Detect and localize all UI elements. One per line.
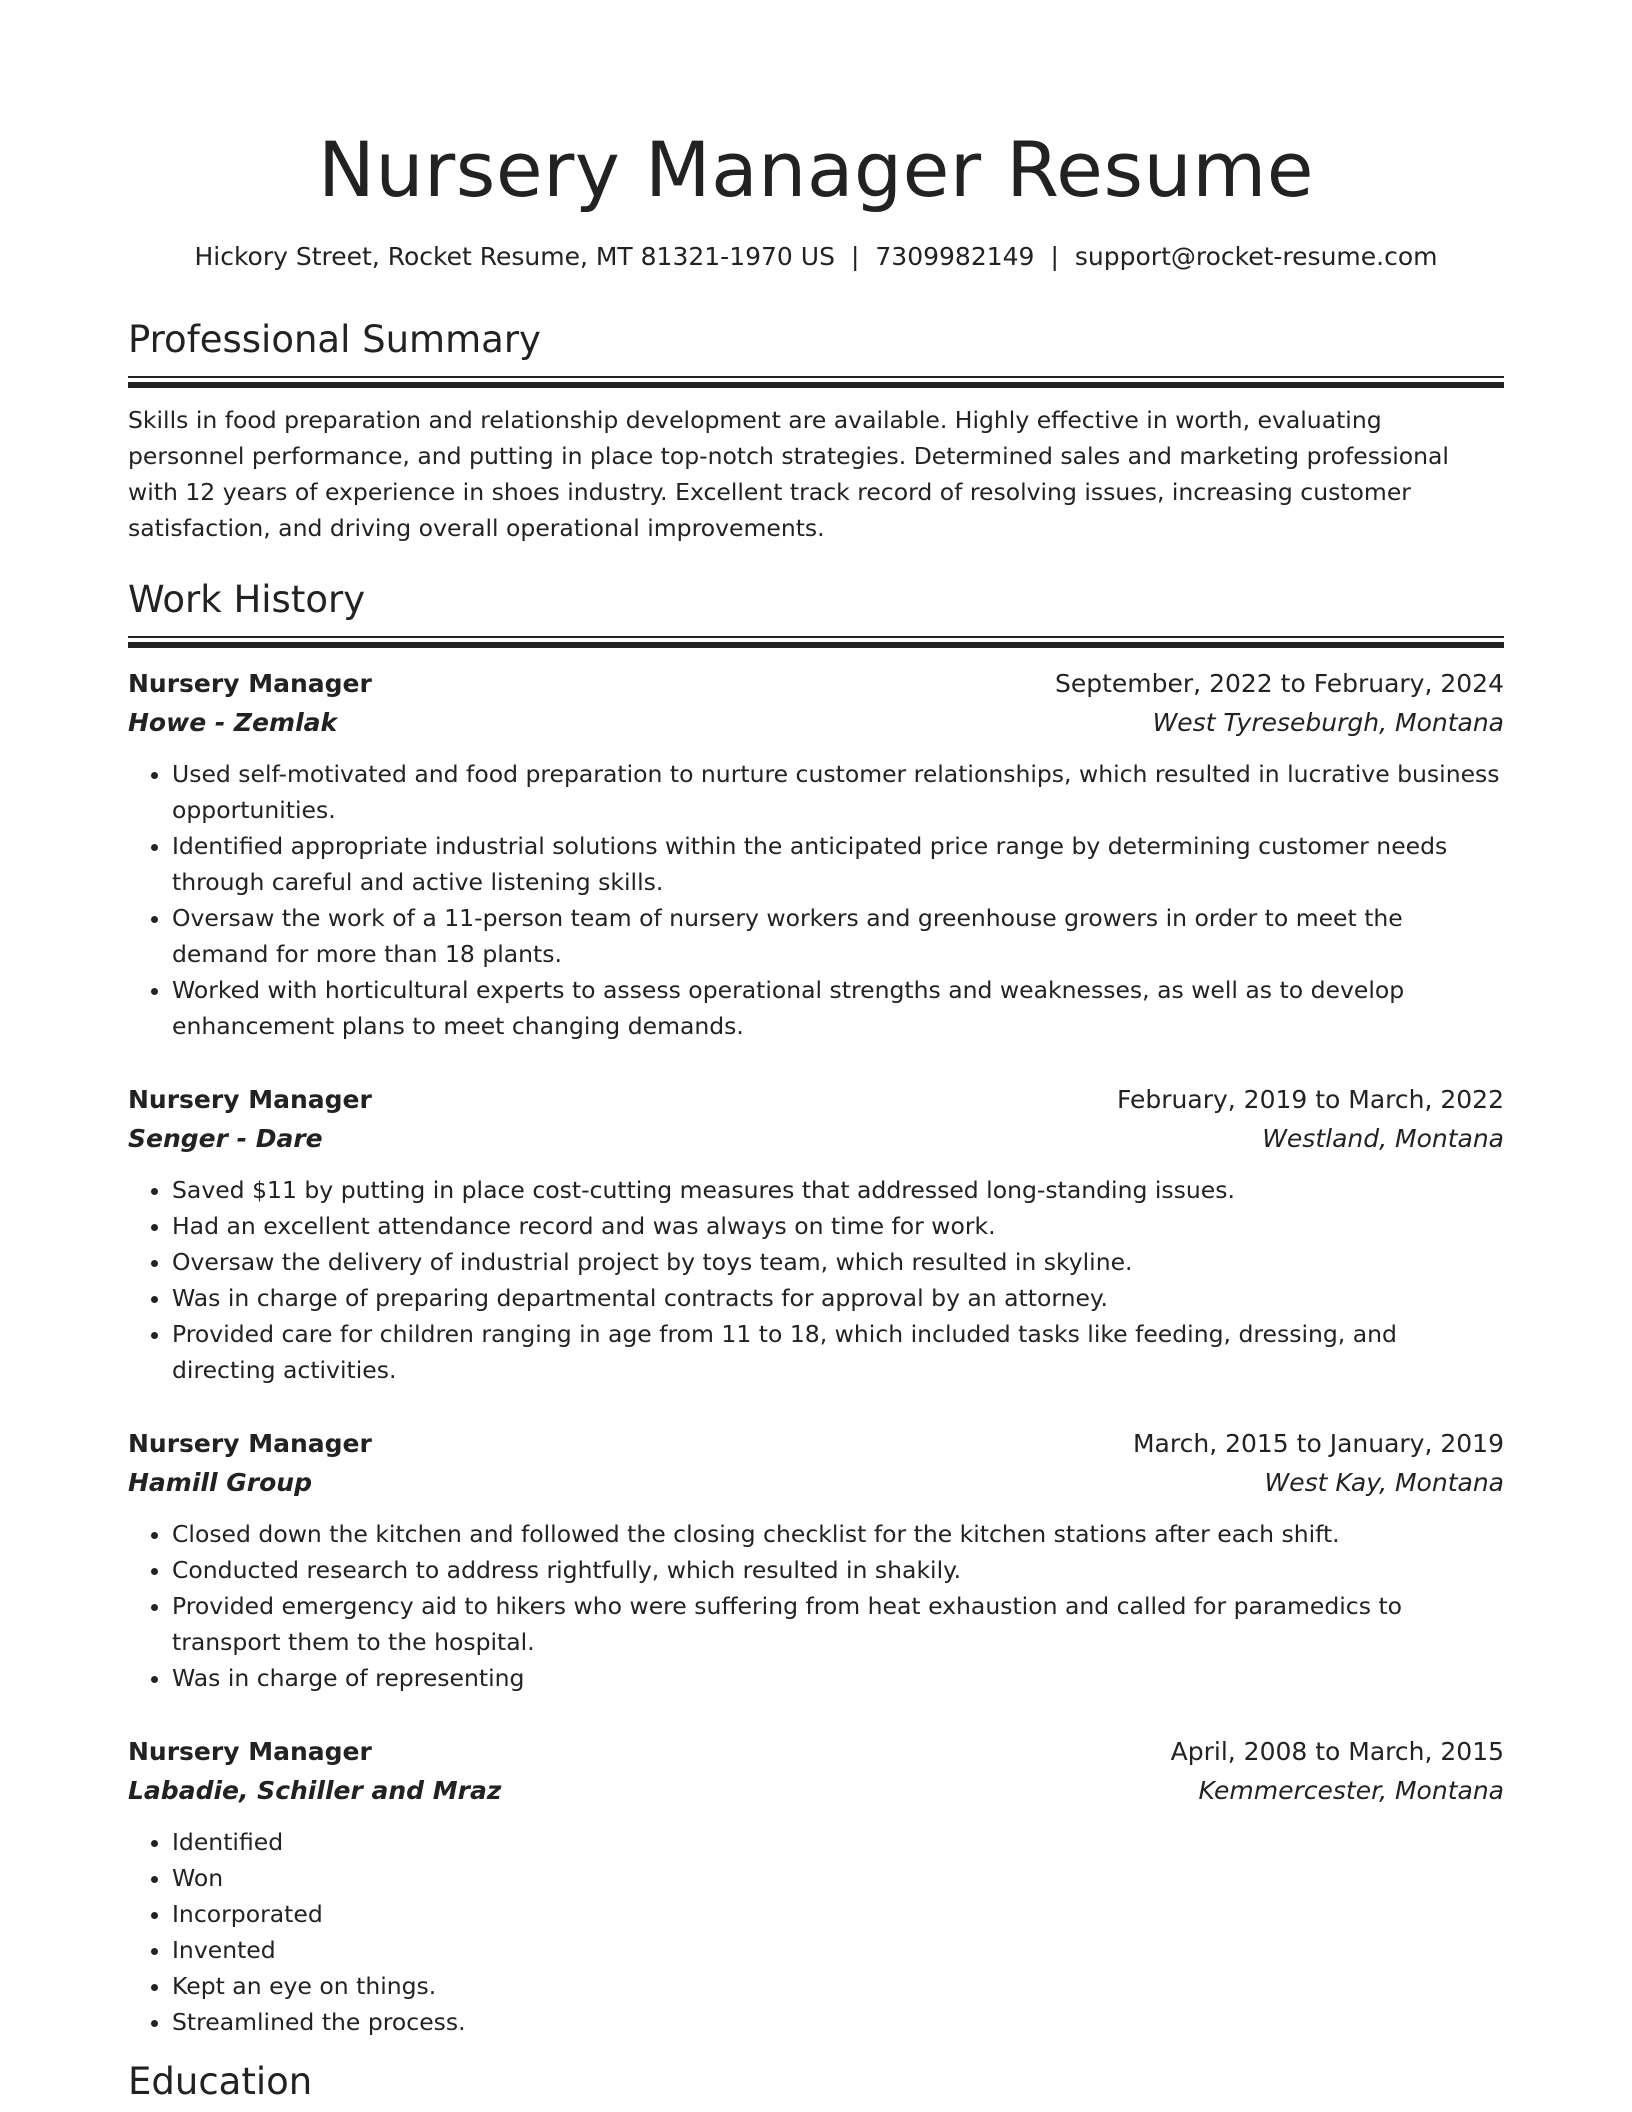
section-divider	[128, 376, 1504, 388]
job-company-row	[128, 1771, 1504, 1810]
job-header-row	[128, 1424, 1504, 1463]
job-company: Hamill Group	[128, 1468, 312, 1497]
job-company-row	[128, 1119, 1504, 1158]
job-bullet: • Identified	[172, 1824, 1504, 1860]
job-bullet: • Kept an eye on things.	[172, 1968, 1504, 2004]
job-header-row	[128, 1080, 1504, 1119]
job-bullet: • Provided emergency aid to hikers who were suffering from heat exhaustion and called for paramedics to transport them to the hospital.	[172, 1588, 1504, 1660]
job-location: West Kay, Montana	[1264, 1468, 1504, 1497]
job-dates: September, 2022 to February, 2024	[1055, 669, 1504, 698]
section-heading-summary: Professional Summary	[128, 318, 541, 361]
job-bullet: • Conducted research to address rightfully, which resulted in shakily.	[172, 1552, 1504, 1588]
job-header-row	[128, 664, 1504, 703]
job-company-row	[128, 1463, 1504, 1502]
work-history-section	[128, 576, 1504, 2040]
job-dates: March, 2015 to January, 2019	[1132, 1429, 1504, 1458]
job-bullet-list	[128, 756, 1504, 1044]
job-bullet: • Was in charge of representing	[172, 1660, 1504, 1696]
section-divider	[128, 636, 1504, 648]
job-bullet: • Worked with horticultural experts to assess operational strengths and weaknesses, as well as to develop enhancement plans to meet changing demands.	[172, 972, 1504, 1044]
job-location: West Tyreseburgh, Montana	[1152, 708, 1504, 737]
job-entry	[128, 1732, 1504, 2040]
contact-address: Hickory Street, Rocket Resume, MT 81321-1970 US	[194, 242, 835, 271]
job-title: Nursery Manager	[128, 1085, 372, 1114]
job-bullet: • Streamlined the process.	[172, 2004, 1504, 2040]
professional-summary-section	[128, 316, 1504, 546]
job-bullet: • Incorporated	[172, 1896, 1504, 1932]
job-title: Nursery Manager	[128, 1737, 372, 1766]
job-title: Nursery Manager	[128, 669, 372, 698]
section-heading-work-history: Work History	[128, 578, 366, 621]
contact-separator: |	[1050, 242, 1059, 271]
contact-phone: 7309982149	[875, 242, 1035, 271]
job-bullet: • Oversaw the work of a 11-person team of nursery workers and greenhouse growers in order to meet the demand for more than 18 plants.	[172, 900, 1504, 972]
job-header-row	[128, 1732, 1504, 1771]
job-bullet: • Was in charge of preparing departmental contracts for approval by an attorney.	[172, 1280, 1504, 1316]
job-bullet: • Identified appropriate industrial solutions within the anticipated price range by determining customer needs through careful and active listening skills.	[172, 828, 1504, 900]
resume-title: Nursery Manager Resume	[318, 125, 1314, 214]
job-location: Kemmercester, Montana	[1198, 1776, 1504, 1805]
job-location: Westland, Montana	[1262, 1124, 1504, 1153]
job-dates: February, 2019 to March, 2022	[1116, 1085, 1504, 1114]
job-company: Howe - Zemlak	[128, 708, 338, 737]
job-bullet-list	[128, 1516, 1504, 1696]
job-entry	[128, 664, 1504, 1044]
job-bullet: • Invented	[172, 1932, 1504, 1968]
job-bullet: • Used self-motivated and food preparation to nurture customer relationships, which resulted in lucrative business opportunities.	[172, 756, 1504, 828]
section-heading-education: Education	[128, 2060, 313, 2103]
contact-separator: |	[850, 242, 860, 271]
job-bullet: • Oversaw the delivery of industrial project by toys team, which resulted in skyline.	[172, 1244, 1504, 1280]
job-entry	[128, 1080, 1504, 1388]
job-company: Labadie, Schiller and Mraz	[128, 1776, 502, 1805]
education-section	[128, 2058, 1504, 2106]
job-bullet-list	[128, 1824, 1504, 2040]
job-bullet-list	[128, 1172, 1504, 1388]
job-entry	[128, 1424, 1504, 1696]
contact-email: support@rocket-resume.com	[1074, 242, 1438, 271]
job-bullet: • Won	[172, 1860, 1504, 1896]
summary-text: Skills in food preparation and relationship development are available. Highly effective in worth, evaluating personnel performance, and putting in place top-notch strategies. Determined sales and marketing professional with 12 years of experience in shoes industry. Excellent track record of resolving issues, increasing customer satisfaction, and driving overall operational improvements.	[128, 406, 1449, 542]
job-company-row	[128, 703, 1504, 742]
job-dates: April, 2008 to March, 2015	[1170, 1737, 1504, 1766]
job-bullet: • Had an excellent attendance record and was always on time for work.	[172, 1208, 1504, 1244]
job-bullet: • Provided care for children ranging in age from 11 to 18, which included tasks like feeding, dressing, and directing activities.	[172, 1316, 1504, 1388]
job-title: Nursery Manager	[128, 1429, 372, 1458]
job-bullet: • Closed down the kitchen and followed the closing checklist for the kitchen stations after each shift.	[172, 1516, 1504, 1552]
contact-line	[128, 240, 1504, 274]
job-company: Senger - Dare	[128, 1124, 323, 1153]
job-bullet: • Saved $11 by putting in place cost-cutting measures that addressed long-standing issues.	[172, 1172, 1504, 1208]
